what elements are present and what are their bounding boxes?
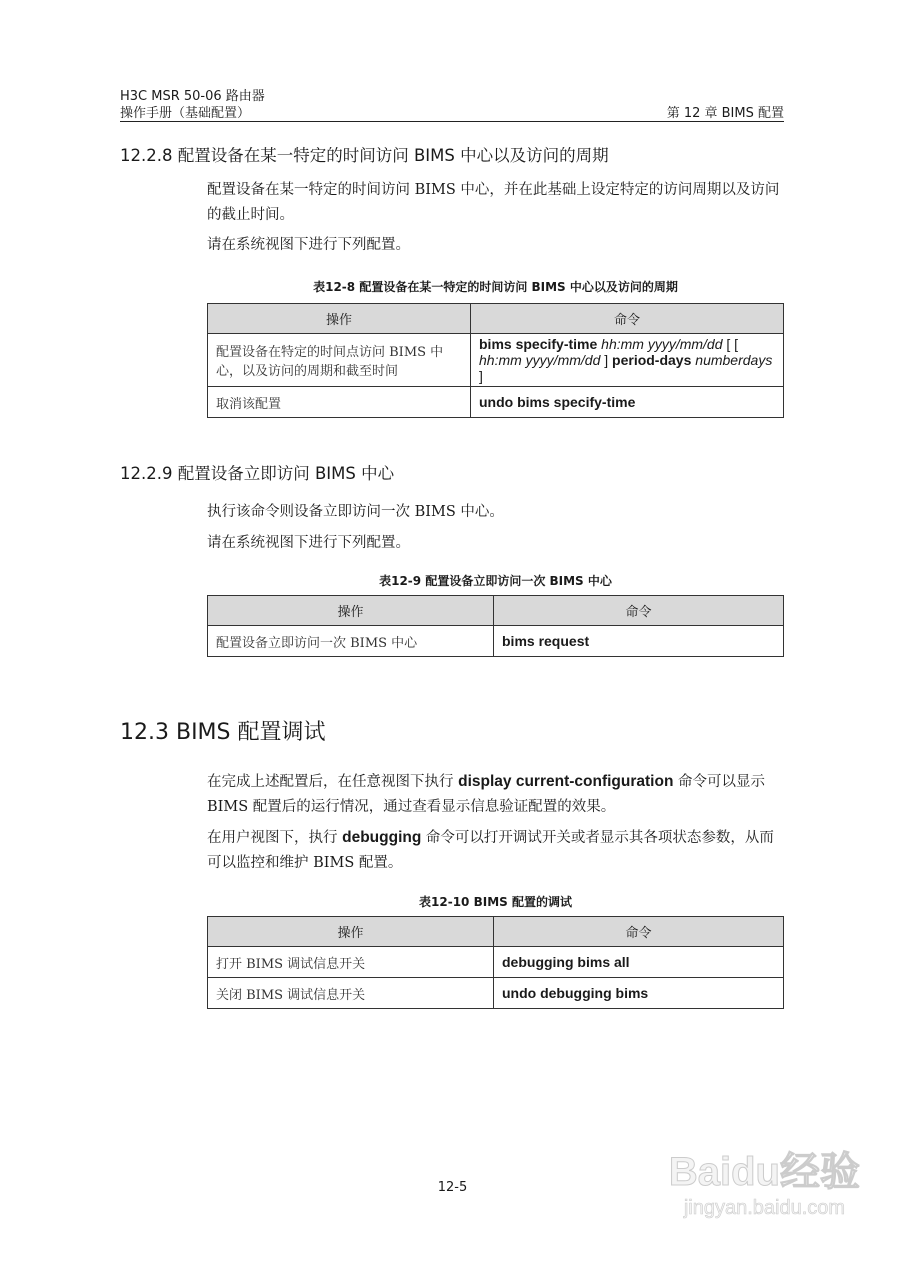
paragraph: 执行该命令则设备立即访问一次 BIMS 中心。 (207, 504, 504, 520)
cmd-bracket: ] (600, 352, 613, 368)
command-name: debugging (342, 829, 422, 846)
cmd-arg: hh:mm yyyy/mm/dd (597, 336, 723, 352)
cmd-arg: numberdays (691, 352, 773, 368)
operation-cell: 关闭 BIMS 调试信息开关 (208, 978, 494, 1009)
column-header: 操作 (208, 917, 494, 947)
table-12-10 (207, 916, 784, 1009)
text: 在完成上述配置后，在任意视图下执行 (207, 774, 459, 790)
cmd-keyword: bims specify-time (479, 336, 598, 352)
command-cell (471, 334, 784, 387)
section-heading-12-3: 12.3 BIMS 配置调试 (120, 720, 326, 745)
command-cell: undo debugging bims (494, 978, 784, 1009)
table-12-9 (207, 595, 784, 657)
cmd-arg: hh:mm yyyy/mm/dd (479, 352, 601, 368)
operation-cell: 打开 BIMS 调试信息开关 (208, 947, 494, 978)
table-row (208, 387, 784, 418)
command-cell: bims request (494, 626, 784, 657)
table-row (208, 978, 784, 1009)
command-name: display current-configuration (458, 773, 674, 790)
operation-cell: 配置设备在特定的时间点访问 BIMS 中心，以及访问的周期和截至时间 (208, 334, 471, 387)
table-caption: 表12-8 配置设备在某一特定的时间访问 BIMS 中心以及访问的周期 (313, 280, 678, 294)
watermark-url: jingyan.baidu.com (683, 1197, 846, 1219)
header-product: H3C MSR 50-06 路由器 (120, 89, 265, 104)
command-cell: undo bims specify-time (471, 387, 784, 418)
table-row (208, 334, 784, 387)
cmd-bracket: [ [ (722, 336, 739, 352)
text: 命令可以显示 BIMS 配置后的运行情况，通过查看显示信息验证配置的效果。 (207, 774, 766, 815)
table-row (208, 626, 784, 657)
table-row (208, 947, 784, 978)
header-chapter: 第 12 章 BIMS 配置 (666, 106, 784, 121)
paragraph (207, 769, 785, 820)
operation-cell: 取消该配置 (208, 387, 471, 418)
paragraph: 请在系统视图下进行下列配置。 (207, 535, 410, 551)
section-heading-12-2-8: 12.2.8 配置设备在某一特定的时间访问 BIMS 中心以及访问的周期 (120, 146, 609, 165)
table-caption: 表12-9 配置设备立即访问一次 BIMS 中心 (379, 574, 612, 588)
paragraph (207, 825, 785, 876)
paragraph: 请在系统视图下进行下列配置。 (207, 237, 410, 253)
section-heading-12-2-9: 12.2.9 配置设备立即访问 BIMS 中心 (120, 464, 395, 483)
text: 命令可以打开调试开关或者显示其各项状态参数，从而可以监控和维护 BIMS 配置。 (207, 830, 774, 871)
paragraph: 配置设备在某一特定的时间访问 BIMS 中心，并在此基础上设定特定的访问周期以及访问的截止时间。 (207, 182, 780, 223)
baidu-watermark (669, 1140, 860, 1220)
cmd-keyword: period-days (612, 352, 692, 368)
column-header: 操作 (208, 304, 471, 334)
operation-cell: 配置设备立即访问一次 BIMS 中心 (208, 626, 494, 657)
running-header (120, 88, 265, 122)
text: 在用户视图下，执行 (207, 830, 343, 846)
page-number: 12-5 (437, 1180, 468, 1195)
header-rule (120, 121, 784, 122)
column-header: 命令 (494, 596, 784, 626)
column-header: 命令 (471, 304, 784, 334)
column-header: 命令 (494, 917, 784, 947)
cmd-bracket: ] (479, 368, 483, 384)
table-caption: 表12-10 BIMS 配置的调试 (419, 895, 572, 909)
header-manual: 操作手册（基础配置） (120, 106, 251, 121)
watermark-logo: Baidu经验 (668, 1150, 860, 1194)
table-12-8 (207, 303, 784, 418)
column-header: 操作 (208, 596, 494, 626)
command-cell: debugging bims all (494, 947, 784, 978)
